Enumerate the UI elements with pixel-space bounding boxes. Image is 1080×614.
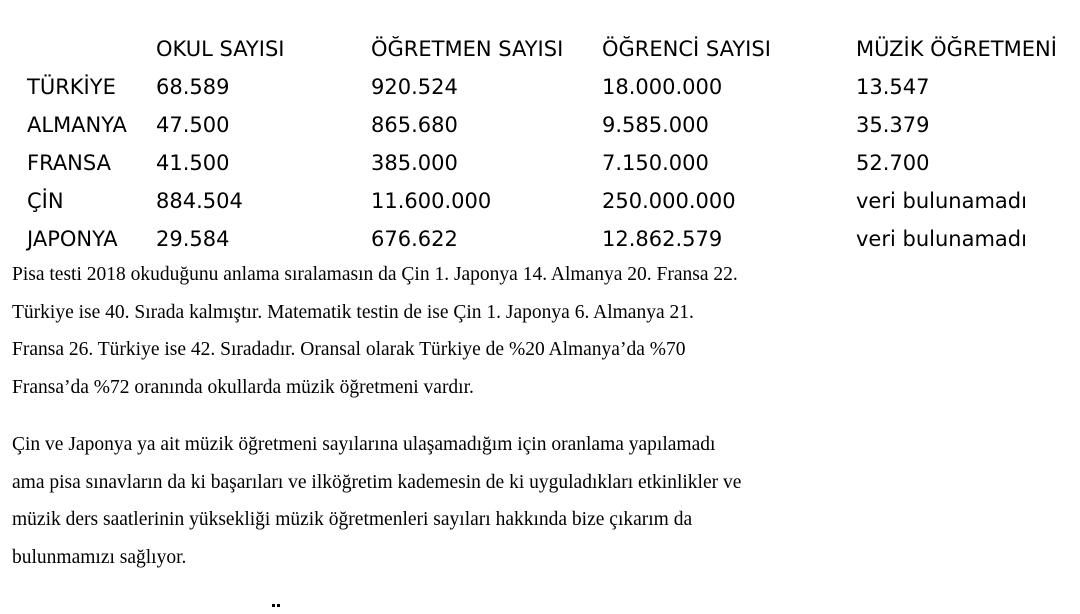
country-stats-table <box>0 30 1080 258</box>
teacher-count-cell: 920.524 <box>371 75 458 99</box>
school-count-cell: 41.500 <box>156 151 230 175</box>
report-text <box>12 256 1072 576</box>
paragraph-line: Pisa testi 2018 okuduğunu anlama sıralamasın da Çin 1. Japonya 14. Almanya 20. Fransa 22. <box>12 264 738 285</box>
country-cell: ÇİN <box>27 189 64 213</box>
header-music-teacher-count: MÜZİK ÖĞRETMENİ <box>856 37 1057 61</box>
table-row <box>0 144 1080 182</box>
table-header-row <box>0 30 1080 68</box>
teacher-count-cell: 676.622 <box>371 227 458 251</box>
header-teacher-count: ÖĞRETMEN SAYISI <box>371 37 564 61</box>
table-row <box>0 106 1080 144</box>
school-count-cell: 29.584 <box>156 227 230 251</box>
music-teacher-count-cell: 13.547 <box>856 75 930 99</box>
music-teacher-count-cell: 35.379 <box>856 113 930 137</box>
country-cell: TÜRKİYE <box>27 75 116 99</box>
student-count-cell: 250.000.000 <box>602 189 736 213</box>
paragraph-line: Fransa 26. Türkiye ise 42. Sıradadır. Oransal olarak Türkiye de %20 Almanya’da %70 <box>12 339 686 360</box>
table-row <box>0 220 1080 258</box>
teacher-count-cell: 385.000 <box>371 151 458 175</box>
student-count-cell: 9.585.000 <box>602 113 709 137</box>
paragraph-line: müzik ders saatlerinin yüksekliği müzik öğretmenleri sayıları hakkında bize çıkarım da <box>12 509 693 530</box>
paragraph-line: Çin ve Japonya ya ait müzik öğretmeni sayılarına ulaşamadığım için oranlama yapılamadı <box>12 434 716 455</box>
student-count-cell: 7.150.000 <box>602 151 709 175</box>
table-row <box>0 182 1080 220</box>
paragraph-line: ama pisa sınavların da ki başarıları ve ilköğretim kademesin de ki uyguladıkları etkinlikler ve <box>12 471 742 493</box>
header-student-count: ÖĞRENCİ SAYISI <box>602 37 771 61</box>
school-count-cell: 47.500 <box>156 113 230 137</box>
student-count-cell: 12.862.579 <box>602 227 723 251</box>
school-count-cell: 884.504 <box>156 189 243 213</box>
country-cell: FRANSA <box>27 151 111 175</box>
school-count-cell: 68.589 <box>156 75 230 99</box>
paragraph-line: Türkiye ise 40. Sırada kalmıştır. Matematik testin de ise Çin 1. Japonya 6. Almanya 21. <box>12 301 694 323</box>
table-row <box>0 68 1080 106</box>
teacher-count-cell: 865.680 <box>371 113 458 137</box>
paragraph-line: Fransa’da %72 oranında okullarda müzik öğretmeni vardır. <box>12 376 474 398</box>
header-school-count: OKUL SAYISI <box>156 37 285 61</box>
country-cell: ALMANYA <box>27 113 127 137</box>
student-count-cell: 18.000.000 <box>602 75 723 99</box>
music-teacher-count-cell: veri bulunamadı <box>856 189 1027 213</box>
country-cell: JAPONYA <box>27 227 118 251</box>
conclusion-paragraph <box>12 426 1072 576</box>
teacher-count-cell: 11.600.000 <box>371 189 492 213</box>
music-teacher-count-cell: veri bulunamadı <box>856 227 1027 251</box>
paragraph-line: bulunmamızı sağlıyor. <box>12 546 187 568</box>
music-teacher-count-cell: 52.700 <box>856 151 930 175</box>
cropped-text-fragment <box>270 604 282 614</box>
pisa-ranking-paragraph <box>12 256 1072 406</box>
paragraph-spacer <box>12 406 1072 426</box>
